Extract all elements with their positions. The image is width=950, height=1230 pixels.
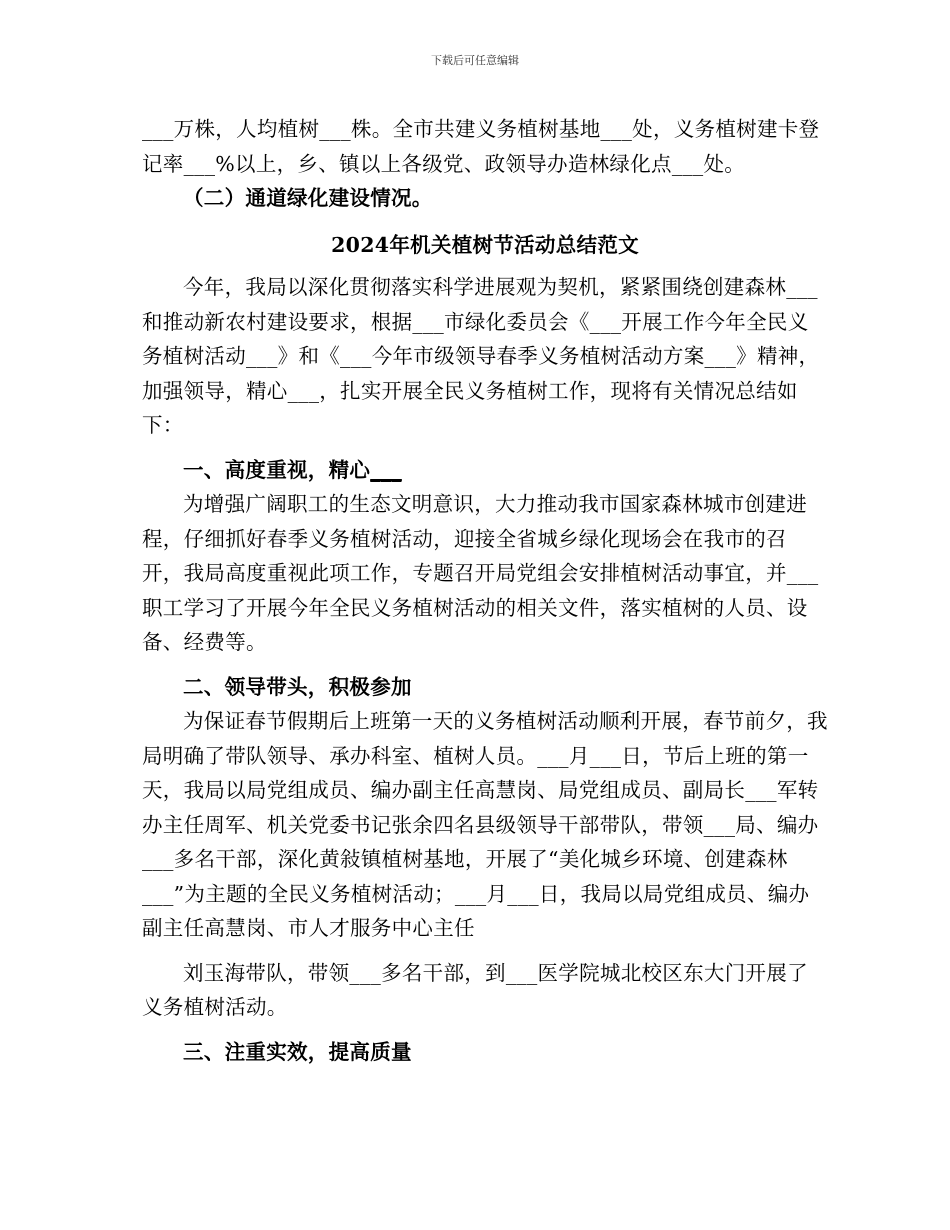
page-header: 下载后可任意编辑 — [431, 54, 519, 67]
document-body — [142, 112, 828, 1069]
document-title: 2024年机关植树节活动总结范文 — [331, 232, 639, 257]
paragraph-section-two: 为保证春节假期后上班第一天的义务植树活动顺利开展，春节前夕，我局明确了带队领导、承办科室、植树人员。___月___日，节后上班的第一天，我局以局党组成员、编办副主任高慧岗、局党组成员、副局长___军转办主任周军、机关党委书记张余四名县级领导干部带队，带领___局、编办___多名干部，深化黄敍镇植树基地，开展了“美化城乡环境、创建森林___”为主题的全民义务植树活动；___月___日，我局以局党组成员、编办副主任高慧岗、市人才服务中心主任 — [142, 709, 828, 940]
paragraph-1: ___万株，人均植树___株。全市共建义务植树基地___处，义务植树建卡登记率___%以上，乡、镇以上各级党、政领导办造林绿化点___处。 — [142, 117, 820, 176]
paragraph-intro: 今年，我局以深化贯彻落实科学进展观为契机，紧紧围绕创建森林___和推动新农村建设要求，根据___市绿化委员会《___开展工作今年全民义务植树活动___》和《___今年市级领导春季义务植树活动方案___》精神，加强领导，精心___，扎实开展全民义务植树工作，现将有关情况总结如下： — [142, 275, 820, 437]
heading-two: 二、领导带头，积极参加 — [183, 674, 412, 699]
heading-one — [142, 453, 828, 488]
heading-one-text: 一、高度重视，精心 — [183, 457, 371, 482]
section-heading-2: （二）通道绿化建设情况。 — [183, 186, 433, 210]
heading-three: 三、注重实效，提高质量 — [183, 1039, 412, 1064]
heading-one-blank: ___ — [370, 457, 402, 482]
paragraph-section-two-cont: 刘玉海带队，带领___多名干部，到___医学院城北校区东大门开展了义务植树活动。 — [142, 960, 808, 1019]
paragraph-section-one: 为增强广阔职工的生态文明意识，大力推动我市国家森林城市创建进程，仔细抓好春季义务植树活动，迎接全省城乡绿化现场会在我市的召开，我局高度重视此项工作，专题召开局党组会安排植树活动事宜，并___职工学习了开展今年全民义务植树活动的相关文件，落实植树的人员、设备、经费等。 — [142, 492, 819, 654]
